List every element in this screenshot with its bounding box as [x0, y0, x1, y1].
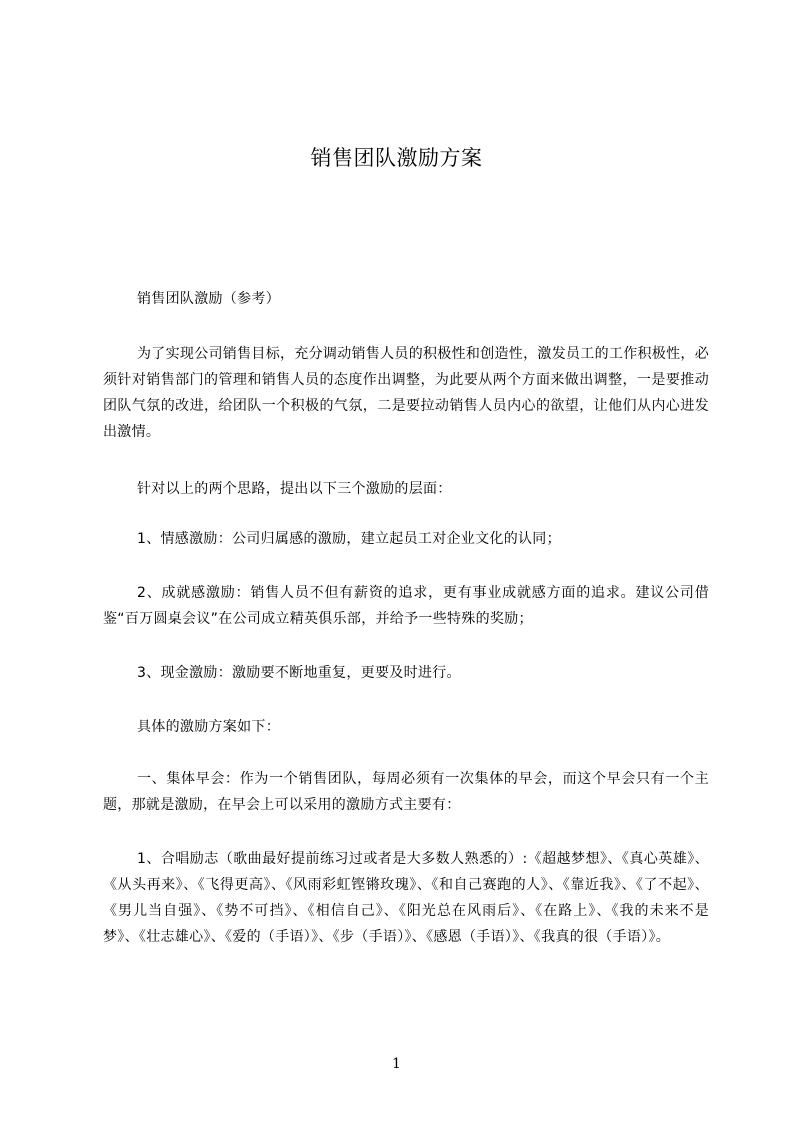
lead-paragraph: 针对以上的两个思路，提出以下三个激励的层面： — [137, 481, 452, 497]
item-1-paragraph: 1、合唱励志（歌曲最好提前练习过或者是大多数人熟悉的）:《超越梦想》、《真心英雄》、《从头再来》、《飞得更高》、《风雨彩虹铿锵玫瑰》、《和自己赛跑的人》、《靠近我》、《了不起》、《男儿当自强》、《势不可挡》、《相信自己》、《阳光总在风雨后》、《在路上》、《我的未来不是梦》、《壮志雄心》、《爱的（手语）》、《步（手语）》、《感恩（手语）》、《我真的很（手语）》。 — [103, 851, 709, 945]
section-1-paragraph: 一、集体早会：作为一个销售团队，每周必须有一次集体的早会，而这个早会只有一个主题，那就是激励，在早会上可以采用的激励方式主要有： — [103, 771, 709, 813]
plan-intro-paragraph: 具体的激励方案如下： — [137, 719, 280, 735]
subtitle-paragraph: 销售团队激励（参考） — [137, 291, 280, 307]
level-3-paragraph: 3、现金激励：激励要不断地重复，更要及时进行。 — [137, 665, 461, 681]
document-title: 销售团队激励方案 — [310, 146, 483, 170]
level-2-paragraph: 2、成就感激励：销售人员不但有薪资的追求，更有事业成就感方面的追求。建议公司借鉴“百万圆桌会议”在公司成立精英俱乐部，并给予一些特殊的奖励； — [103, 585, 709, 627]
intro-paragraph: 为了实现公司销售目标，充分调动销售人员的积极性和创造性，激发员工的工作积极性，必须针对销售部门的管理和销售人员的态度作出调整，为此要从两个方面来做出调整，一是要推动团队气氛的改进，给团队一个积极的气氛，二是要拉动销售人员内心的欲望，让他们从内心进发出激情。 — [103, 346, 709, 440]
level-1-paragraph: 1、情感激励：公司归属感的激励，建立起员工对企业文化的认同； — [137, 531, 561, 547]
page-number: 1 — [392, 1056, 401, 1072]
